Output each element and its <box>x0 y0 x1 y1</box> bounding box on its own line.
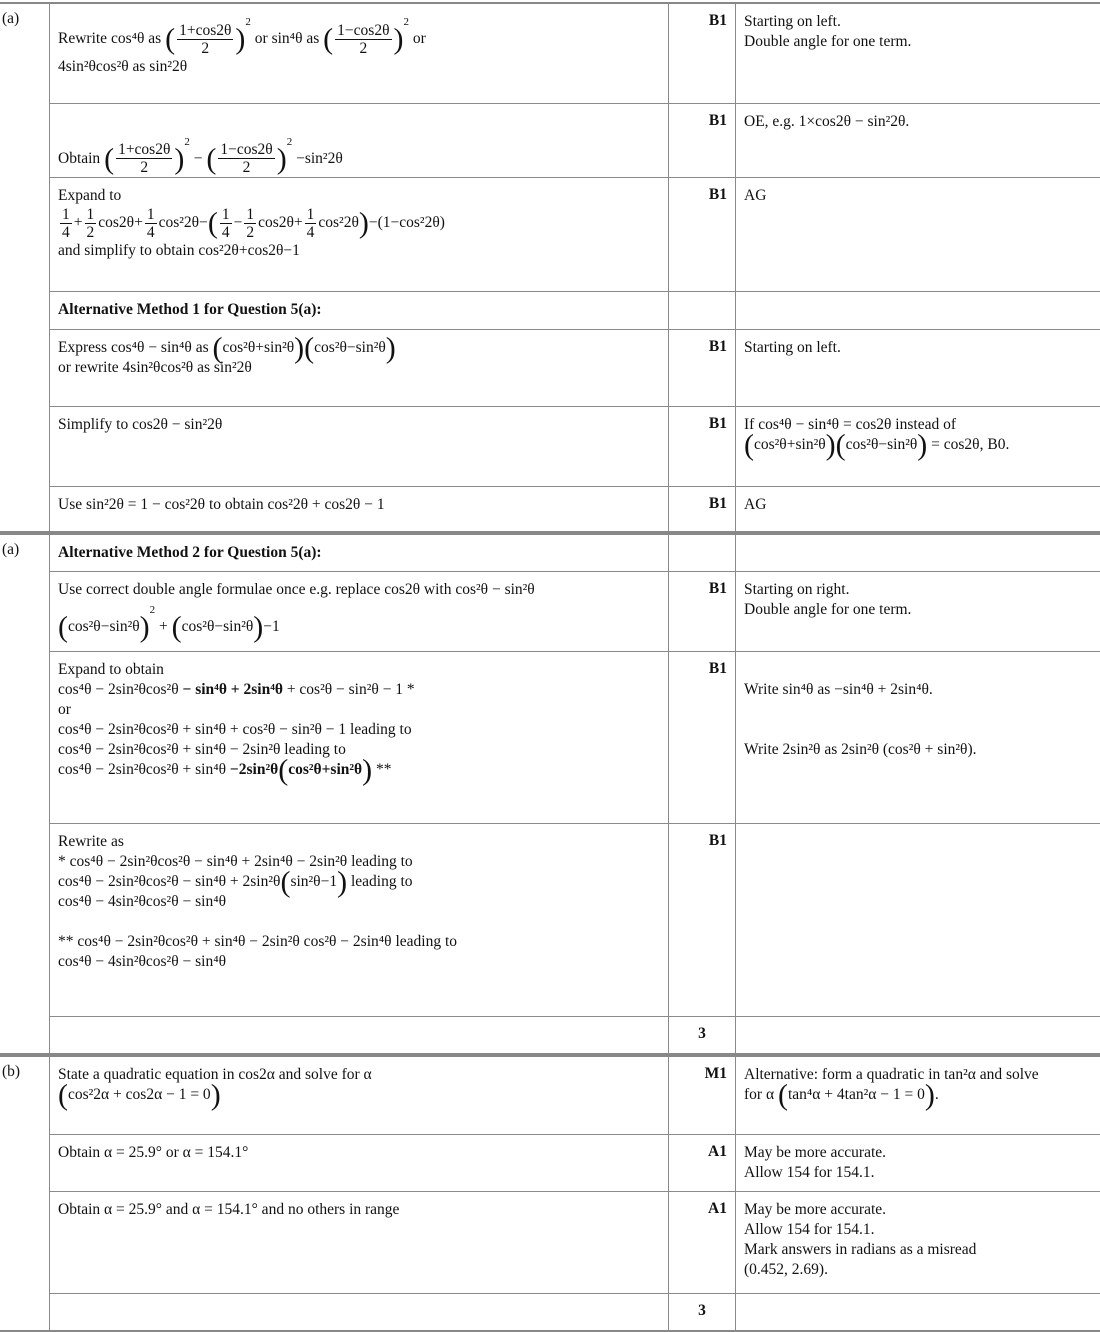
text-line <box>744 1260 1100 1280</box>
guidance-cell <box>736 571 1100 651</box>
bold-text: − sin⁴θ + 2sin⁴θ <box>182 680 283 698</box>
answer-cell <box>50 1016 669 1054</box>
math-text: cos²θ−sin²θ <box>314 338 386 356</box>
answer-cell <box>50 177 669 291</box>
text-line <box>58 543 660 563</box>
denominator: 2 <box>86 223 95 241</box>
total-row <box>0 1293 1100 1331</box>
text-line <box>58 1078 660 1112</box>
guidance-cell <box>736 1191 1100 1293</box>
guidance-cell <box>736 534 1100 571</box>
math-text: Allow 154 for 154.1. <box>744 1220 875 1238</box>
text-line <box>58 330 660 364</box>
math-text: sin²θ−1 <box>290 872 338 890</box>
math-text: and simplify to obtain cos²2θ+cos2θ−1 <box>58 241 300 259</box>
bracket: ) <box>385 330 396 364</box>
text-line <box>58 57 660 77</box>
math-text: State a quadratic equation in cos2α and solve for α <box>58 1066 372 1083</box>
bracket: ( <box>744 427 754 461</box>
text-line <box>58 740 660 760</box>
bracket: ( <box>104 141 115 175</box>
guidance-cell <box>736 1134 1100 1191</box>
marking-row <box>0 823 1100 1016</box>
bracket: ) <box>276 141 287 175</box>
math-text: Express cos⁴θ − sin⁴θ as <box>58 338 213 356</box>
text-line <box>58 700 660 720</box>
text-line <box>58 241 660 261</box>
math-text: cos⁴θ − 2sin²θcos²θ + sin⁴θ + cos²θ − sin²θ − 1 leading to <box>58 720 412 738</box>
math-text: = cos2θ, B0. <box>927 435 1010 453</box>
numerator: 1 <box>221 205 230 223</box>
math-text: Starting on right. <box>744 580 850 598</box>
text-line <box>58 680 660 700</box>
bracket: ) <box>174 141 185 175</box>
bracket: ( <box>171 609 182 643</box>
text-line <box>744 720 1100 740</box>
text-line <box>58 580 660 600</box>
mark-code: B1 <box>669 177 736 291</box>
math-text: (0.452, 2.69). <box>744 1260 828 1278</box>
denominator: 4 <box>146 223 155 241</box>
marking-row <box>0 177 1100 291</box>
denominator: 4 <box>306 223 315 241</box>
answer-cell <box>50 329 669 406</box>
answer-cell <box>50 291 669 329</box>
mark-code: A1 <box>669 1191 736 1293</box>
fraction <box>116 141 172 176</box>
fraction <box>85 206 97 241</box>
bracket: ) <box>825 427 836 461</box>
math-text: cos²θ−sin²θ <box>181 617 254 635</box>
text-line <box>58 864 660 898</box>
math-text: Mark answers in radians as a misread <box>744 1240 977 1258</box>
text-line <box>744 1220 1100 1240</box>
math-text: Double angle for one term. <box>744 33 912 50</box>
math-text: Rewrite cos⁴θ as <box>58 30 166 47</box>
text-line <box>58 852 660 872</box>
text-line <box>744 600 1100 620</box>
math-text: Write sin⁴θ as −sin⁴θ + 2sin⁴θ. <box>744 680 933 698</box>
bracket: ( <box>212 330 223 364</box>
bracket: ) <box>210 1078 221 1112</box>
math-text: cos⁴θ − 4sin²θcos²θ − sin⁴θ <box>58 892 227 910</box>
text-line <box>744 660 1100 680</box>
numerator: 1+cos2θ <box>118 141 171 159</box>
numerator: 1 <box>62 205 70 223</box>
text-line <box>744 680 1100 700</box>
guidance-cell <box>736 291 1100 329</box>
mark-code: B1 <box>669 3 736 103</box>
text-line <box>58 1200 660 1220</box>
math-text: Use correct double angle formulae once e.g. replace cos2θ with cos²θ − sin²θ <box>58 580 535 598</box>
exponent: 2 <box>245 16 251 28</box>
mark-code: A1 <box>669 1134 736 1191</box>
text-line <box>744 12 1100 32</box>
math-text: − <box>233 213 243 231</box>
math-text: cos⁴θ − 2sin²θcos²θ + sin⁴θ <box>58 760 230 778</box>
text-line <box>744 186 1100 206</box>
marking-row <box>0 534 1100 571</box>
marking-row <box>0 103 1100 177</box>
math-text: cos2θ+ <box>258 213 303 231</box>
math-text: or <box>58 700 71 718</box>
bracket: ( <box>207 206 218 239</box>
fraction <box>218 141 274 176</box>
bold-text: Alternative Method 1 for Question 5(a): <box>58 300 322 318</box>
math-text: cos⁴θ − 2sin²θcos²θ <box>58 680 183 698</box>
text-line <box>744 1200 1100 1220</box>
total-row <box>0 1016 1100 1054</box>
math-text: cos²2θ− <box>158 213 208 231</box>
math-text: Obtain α = 25.9° or α = 154.1° <box>58 1143 249 1161</box>
text-line <box>744 338 1100 358</box>
math-text: or rewrite 4sin²θcos²θ as sin²2θ <box>58 358 252 376</box>
bracket: ) <box>924 1078 935 1112</box>
math-text: −sin²2θ <box>292 149 343 167</box>
guidance-cell <box>736 3 1100 103</box>
text-line <box>58 932 660 952</box>
text-line <box>744 700 1100 720</box>
mark-code: M1 <box>669 1056 736 1134</box>
text-line <box>58 892 660 912</box>
answer-cell <box>50 103 669 177</box>
mark-code <box>669 291 736 329</box>
text-line <box>58 660 660 680</box>
text-line <box>58 1065 660 1085</box>
fraction <box>60 206 72 241</box>
bracket: ( <box>58 1078 68 1112</box>
text-line <box>744 1163 1100 1183</box>
section-a-table <box>0 2 1100 533</box>
mark-code: B1 <box>669 571 736 651</box>
text-line <box>58 300 660 320</box>
guidance-cell <box>736 486 1100 532</box>
text-line <box>58 206 660 241</box>
math-text: or <box>409 30 426 47</box>
fraction <box>145 206 157 241</box>
text-line <box>744 427 1100 461</box>
math-text: leading to <box>347 872 413 890</box>
text-line <box>58 415 660 435</box>
answer-cell <box>50 1293 669 1331</box>
math-text: Starting on left. <box>744 338 841 356</box>
denominator: 4 <box>221 223 230 241</box>
numerator: 1−cos2θ <box>220 141 273 159</box>
math-text: Write 2sin²θ as 2sin²θ (cos²θ + sin²θ). <box>744 740 977 758</box>
math-text: − <box>189 149 207 167</box>
answer-cell <box>50 1191 669 1293</box>
math-text: cos²2α + cos2α − 1 = 0 <box>68 1086 211 1103</box>
math-text: Allow 154 for 154.1. <box>744 1163 875 1181</box>
marking-row <box>0 571 1100 651</box>
bracket: ) <box>253 609 264 643</box>
math-text: AG <box>744 495 767 513</box>
text-line <box>58 186 660 206</box>
math-text: Expand to obtain <box>58 660 164 678</box>
math-text: cos⁴θ − 2sin²θcos²θ − sin⁴θ + 2sin²θ <box>58 872 281 890</box>
math-text: −1 <box>263 617 280 635</box>
answer-cell <box>50 651 669 823</box>
text-line <box>744 32 1100 52</box>
math-text: + cos²θ − sin²θ − 1 * <box>282 680 415 698</box>
text-line <box>58 952 660 972</box>
exponent: 2 <box>403 16 409 28</box>
text-line <box>744 112 1100 132</box>
text-line <box>58 832 660 852</box>
text-line <box>58 358 660 378</box>
bracket: ( <box>165 22 176 56</box>
part-label: (a) <box>0 534 50 1054</box>
denominator: 4 <box>62 223 70 241</box>
text-line <box>58 912 660 932</box>
guidance-cell <box>736 406 1100 486</box>
text-line <box>744 740 1100 760</box>
text-line <box>58 752 660 786</box>
section-a-table <box>0 533 1100 1055</box>
numerator: 1+cos2θ <box>179 21 232 39</box>
math-text: cos⁴θ − 4sin²θcos²θ − sin⁴θ <box>58 952 227 970</box>
marking-row <box>0 3 1100 103</box>
numerator: 1−cos2θ <box>337 21 390 39</box>
guidance-cell <box>736 1293 1100 1331</box>
mark-code: B1 <box>669 329 736 406</box>
text-line <box>58 132 660 177</box>
fraction <box>305 206 317 241</box>
math-text: cos²2θ <box>318 213 359 231</box>
answer-cell <box>50 1134 669 1191</box>
fraction <box>177 22 233 57</box>
math-text: Expand to <box>58 186 122 204</box>
section-b-table <box>0 1055 1100 1332</box>
mark-code: B1 <box>669 651 736 823</box>
math-text: + <box>155 617 172 635</box>
bracket: ( <box>280 864 291 898</box>
math-text: Rewrite as <box>58 832 124 850</box>
math-text: * cos⁴θ − 2sin²θcos²θ − sin⁴θ + 2sin⁴θ − 2sin²θ leading to <box>58 852 413 870</box>
mark-code: B1 <box>669 103 736 177</box>
exponent: 2 <box>286 135 293 148</box>
math-text: OE, e.g. 1×cos2θ − sin²2θ. <box>744 112 910 130</box>
text-line <box>744 1065 1100 1085</box>
fraction <box>244 206 256 241</box>
text-line <box>744 580 1100 600</box>
math-text: + <box>73 213 83 231</box>
bracket: ( <box>835 427 846 461</box>
answer-cell <box>50 486 669 532</box>
fraction <box>335 22 391 57</box>
bracket: ( <box>278 752 289 786</box>
math-text: Use sin²2θ = 1 − cos²2θ to obtain cos²2θ + cos2θ − 1 <box>58 495 385 513</box>
marking-row <box>0 1134 1100 1191</box>
part-label: (b) <box>0 1056 50 1331</box>
exponent: 2 <box>184 135 190 148</box>
text-line <box>744 1078 1100 1112</box>
denominator: 2 <box>201 39 210 57</box>
bracket: ( <box>777 1078 788 1112</box>
bracket: ) <box>362 752 373 786</box>
bold-text: −2sin²θ <box>229 760 279 778</box>
marking-row <box>0 651 1100 823</box>
bracket: ) <box>337 864 348 898</box>
bold-text: Alternative Method 2 for Question 5(a): <box>58 544 322 561</box>
answer-cell <box>50 534 669 571</box>
math-text: 4sin²θcos²θ as sin²2θ <box>58 57 188 75</box>
numerator: 1 <box>246 205 255 223</box>
text-line <box>58 1143 660 1163</box>
math-text: cos2θ+ <box>98 213 143 231</box>
text-line <box>58 600 660 643</box>
numerator: 1 <box>86 205 95 223</box>
bracket: ( <box>58 609 68 643</box>
guidance-cell <box>736 329 1100 406</box>
math-text: Obtain <box>58 149 105 167</box>
bracket: ) <box>294 330 305 364</box>
math-text: tan⁴α + 4tan²α − 1 = 0 <box>787 1086 925 1103</box>
math-text: . <box>934 1086 939 1103</box>
denominator: 2 <box>242 159 251 177</box>
denominator: 2 <box>359 39 368 57</box>
bracket: ) <box>235 22 246 56</box>
fraction <box>220 206 232 241</box>
bracket: ) <box>139 609 150 643</box>
math-text: ** <box>372 760 392 778</box>
math-text: cos²θ+sin²θ <box>222 338 295 356</box>
math-text: cos⁴θ − 2sin²θcos²θ + sin⁴θ − 2sin²θ leading to <box>58 740 346 758</box>
answer-cell <box>50 571 669 651</box>
math-text: Obtain α = 25.9° and α = 154.1° and no others in range <box>58 1200 400 1218</box>
answer-cell <box>50 406 669 486</box>
guidance-cell <box>736 823 1100 1016</box>
guidance-cell <box>736 1016 1100 1054</box>
math-text: cos²θ+sin²θ <box>754 435 826 453</box>
mark-code: B1 <box>669 823 736 1016</box>
denominator: 2 <box>140 159 149 177</box>
math-text: for α <box>744 1086 778 1103</box>
total-marks: 3 <box>669 1293 736 1331</box>
math-text: cos²θ−sin²θ <box>68 617 140 635</box>
marking-row <box>0 1056 1100 1134</box>
math-text: Starting on left. <box>744 13 841 30</box>
math-text: Alternative: form a quadratic in tan²α and solve <box>744 1066 1039 1083</box>
bracket: ( <box>304 330 315 364</box>
math-text: cos²θ−sin²θ <box>845 435 918 453</box>
text-line <box>744 495 1100 515</box>
text-line <box>744 1240 1100 1260</box>
math-text: Double angle for one term. <box>744 600 912 618</box>
math-text: AG <box>744 186 767 204</box>
text-line <box>744 1143 1100 1163</box>
math-text: or sin⁴θ as <box>250 30 324 47</box>
marking-row <box>0 329 1100 406</box>
bracket: ( <box>323 22 334 56</box>
answer-cell <box>50 823 669 1016</box>
math-text: May be more accurate. <box>744 1143 887 1161</box>
math-text: May be more accurate. <box>744 1200 887 1218</box>
bracket: ) <box>393 22 404 56</box>
answer-cell <box>50 1056 669 1134</box>
bracket: ) <box>358 206 369 239</box>
guidance-cell <box>736 103 1100 177</box>
mark-code <box>669 534 736 571</box>
math-text: −(1−cos²2θ) <box>368 213 445 231</box>
text-line <box>58 495 660 515</box>
bracket: ( <box>206 141 217 175</box>
math-text: Simplify to cos2θ − sin²2θ <box>58 415 223 433</box>
math-text: If cos⁴θ − sin⁴θ = cos2θ instead of <box>744 415 956 433</box>
total-marks: 3 <box>669 1016 736 1054</box>
bracket: ) <box>917 427 928 461</box>
guidance-cell <box>736 651 1100 823</box>
guidance-cell <box>736 177 1100 291</box>
denominator: 2 <box>246 223 255 241</box>
text-line <box>58 112 660 132</box>
numerator: 1 <box>306 205 315 223</box>
math-text: ** cos⁴θ − 2sin²θcos²θ + sin⁴θ − 2sin²θ cos²θ − 2sin⁴θ leading to <box>58 932 458 950</box>
guidance-cell <box>736 1056 1100 1134</box>
answer-cell <box>50 3 669 103</box>
marking-row <box>0 1191 1100 1293</box>
bold-text: cos²θ+sin²θ <box>288 760 363 778</box>
mark-code: B1 <box>669 406 736 486</box>
exponent: 2 <box>149 603 156 616</box>
marking-row <box>0 486 1100 532</box>
text-line <box>58 12 660 57</box>
marking-row <box>0 406 1100 486</box>
text-line <box>58 720 660 740</box>
mark-code: B1 <box>669 486 736 532</box>
marking-row <box>0 291 1100 329</box>
numerator: 1 <box>146 205 155 223</box>
part-label: (a) <box>0 3 50 532</box>
